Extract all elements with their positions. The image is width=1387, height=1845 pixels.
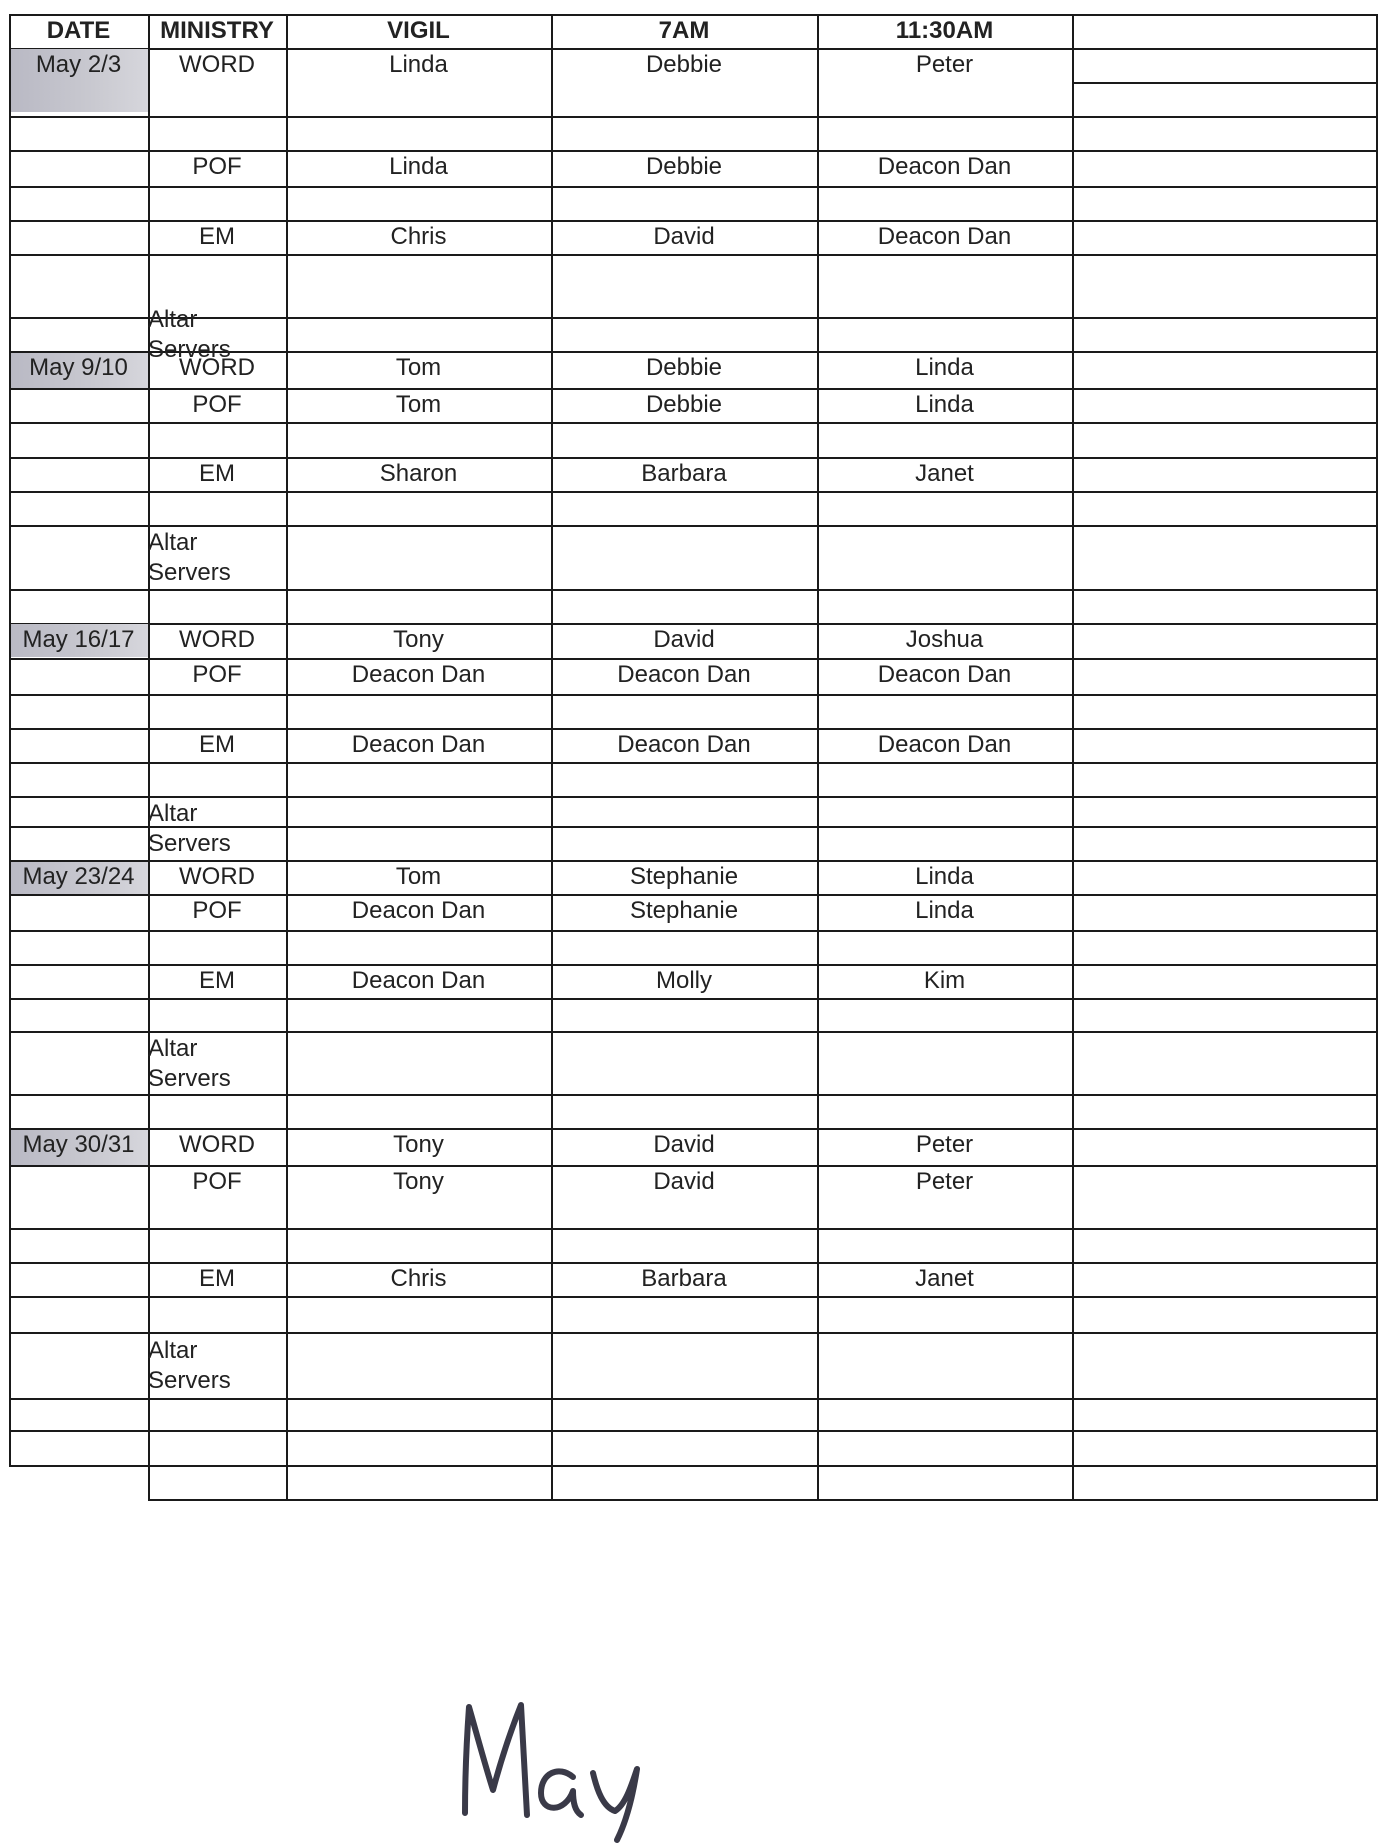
am7-cell: Deacon Dan	[617, 731, 751, 758]
am1130-cell	[817, 525, 1072, 589]
ministry-cell-line: Altar	[148, 800, 198, 827]
am7-cell: David	[653, 1131, 715, 1158]
am1130-cell: Linda	[915, 391, 974, 418]
vigil-cell: Deacon Dan	[351, 661, 486, 688]
am1130-cell: Kim	[923, 967, 966, 994]
grid-hline	[9, 762, 1378, 764]
am1130-cell: Peter	[915, 1168, 974, 1195]
grid-hline	[9, 254, 1378, 256]
am7-cell: Debbie	[645, 391, 723, 418]
vigil-cell: Tom	[395, 863, 442, 890]
vigil-cell: Linda	[389, 153, 448, 180]
ministry-cell: POF	[192, 661, 242, 688]
grid-hline	[9, 1296, 1378, 1298]
grid-hline	[9, 1430, 1378, 1432]
header-vigil: VIGIL	[387, 17, 450, 44]
am1130-cell: Janet	[915, 1265, 974, 1292]
vigil-cell: Tony	[393, 1131, 444, 1158]
grid-hline	[9, 930, 1378, 932]
am7-cell: Debbie	[645, 51, 723, 78]
vigil-cell: Sharon	[379, 460, 458, 487]
ministry-cell-line: Altar	[148, 529, 198, 556]
am1130-cell: Deacon Dan	[877, 731, 1012, 758]
am1130-cell: Peter	[915, 51, 974, 78]
ministry-cell-line: Servers	[148, 336, 231, 363]
header-7am: 7AM	[658, 17, 710, 44]
ministry-cell: WORD	[179, 626, 255, 653]
am7-cell: Debbie	[645, 153, 723, 180]
grid-hline	[9, 1094, 1378, 1096]
ministry-cell: WORD	[179, 863, 255, 890]
ministry-cell: WORD	[179, 51, 255, 78]
grid-hline	[9, 1228, 1378, 1230]
am7-cell: David	[653, 223, 715, 250]
ministry-cell-line: Servers	[148, 559, 231, 586]
grid-vline	[9, 14, 11, 1467]
am7-cell	[551, 796, 817, 860]
grid-vline	[1376, 14, 1378, 1501]
am7-cell: Barbara	[641, 1265, 727, 1292]
ministry-cell: POF	[192, 391, 242, 418]
grid-hline	[9, 1398, 1378, 1400]
week-date: May 2/3	[35, 51, 122, 78]
am7-cell: David	[653, 1168, 715, 1195]
am7-cell: Debbie	[645, 354, 723, 381]
ministry-cell-line: Altar	[148, 1337, 198, 1364]
am1130-cell: Deacon Dan	[877, 661, 1012, 688]
am7-cell	[551, 1031, 817, 1094]
week-date: May 16/17	[22, 626, 135, 653]
am1130-cell: Linda	[915, 897, 974, 924]
vigil-cell: Deacon Dan	[351, 967, 486, 994]
ministry-cell-line: Servers	[148, 830, 231, 857]
am1130-cell	[817, 796, 1072, 860]
vigil-cell: Tom	[395, 391, 442, 418]
handwritten-month-label	[455, 1695, 675, 1845]
ministry-cell: POF	[192, 153, 242, 180]
vigil-cell: Tony	[393, 1168, 444, 1195]
ministry-cell-line: Servers	[148, 1064, 231, 1092]
grid-vline	[1072, 14, 1074, 1501]
grid-hline	[1072, 82, 1378, 84]
am7-cell: David	[653, 626, 715, 653]
ministry-cell	[148, 525, 286, 589]
ministry-cell: WORD	[179, 354, 255, 381]
week-date: May 30/31	[22, 1131, 135, 1158]
week-date: May 23/24	[22, 863, 135, 890]
header-blank	[1072, 14, 1376, 48]
am1130-cell: Deacon Dan	[877, 223, 1012, 250]
vigil-cell	[286, 1031, 551, 1094]
am7-cell	[551, 1332, 817, 1398]
grid-hline	[9, 1465, 1378, 1467]
am1130-cell	[817, 1332, 1072, 1398]
am1130-cell: Deacon Dan	[877, 153, 1012, 180]
vigil-cell: Chris	[390, 223, 447, 250]
ministry-cell: EM	[199, 460, 235, 487]
am7-cell: Deacon Dan	[617, 661, 751, 688]
ministry-cell: EM	[199, 731, 235, 758]
am1130-cell: Joshua	[905, 626, 984, 653]
vigil-cell	[286, 317, 551, 351]
ministry-cell-line: Servers	[148, 1367, 231, 1394]
header-1130am: 11:30AM	[895, 17, 994, 44]
ministry-cell: EM	[199, 223, 235, 250]
am7-cell: Stephanie	[629, 863, 739, 890]
am1130-cell: Linda	[915, 863, 974, 890]
grid-hline	[9, 186, 1378, 188]
ministry-cell: POF	[192, 897, 242, 924]
vigil-cell: Deacon Dan	[351, 731, 486, 758]
vigil-cell: Deacon Dan	[351, 897, 486, 924]
vigil-cell: Tom	[395, 354, 442, 381]
header-date: DATE	[46, 17, 111, 44]
grid-hline	[9, 998, 1378, 1000]
ministry-cell	[148, 1332, 286, 1398]
grid-hline	[9, 589, 1378, 591]
vigil-cell	[286, 1332, 551, 1398]
vigil-cell	[286, 796, 551, 860]
ministry-cell: WORD	[179, 1131, 255, 1158]
header-ministry: MINISTRY	[160, 17, 274, 44]
am7-cell	[551, 317, 817, 351]
grid-hline	[9, 694, 1378, 696]
am1130-cell: Peter	[915, 1131, 974, 1158]
grid-hline	[9, 491, 1378, 493]
vigil-cell: Tony	[393, 626, 444, 653]
grid-hline	[148, 1499, 1378, 1501]
am7-cell: Molly	[655, 967, 712, 994]
am1130-cell: Linda	[915, 354, 974, 381]
ministry-cell	[148, 306, 286, 363]
am7-cell	[551, 525, 817, 589]
ministry-cell	[148, 1031, 286, 1094]
vigil-cell: Linda	[389, 51, 448, 78]
ministry-cell: POF	[192, 1168, 242, 1195]
am7-cell: Stephanie	[629, 897, 739, 924]
ministry-cell-line: Altar	[148, 306, 198, 333]
ministry-cell	[148, 796, 286, 860]
am1130-cell	[817, 1031, 1072, 1094]
week-date: May 9/10	[29, 354, 128, 381]
grid-hline	[9, 422, 1378, 424]
vigil-cell: Chris	[390, 1265, 447, 1292]
am7-cell: Barbara	[641, 460, 727, 487]
am1130-cell	[817, 317, 1072, 351]
ministry-cell-line: Altar	[148, 1034, 198, 1062]
vigil-cell	[286, 525, 551, 589]
ministry-cell: EM	[199, 1265, 235, 1292]
ministry-cell: EM	[199, 967, 235, 994]
am1130-cell: Janet	[915, 460, 974, 487]
